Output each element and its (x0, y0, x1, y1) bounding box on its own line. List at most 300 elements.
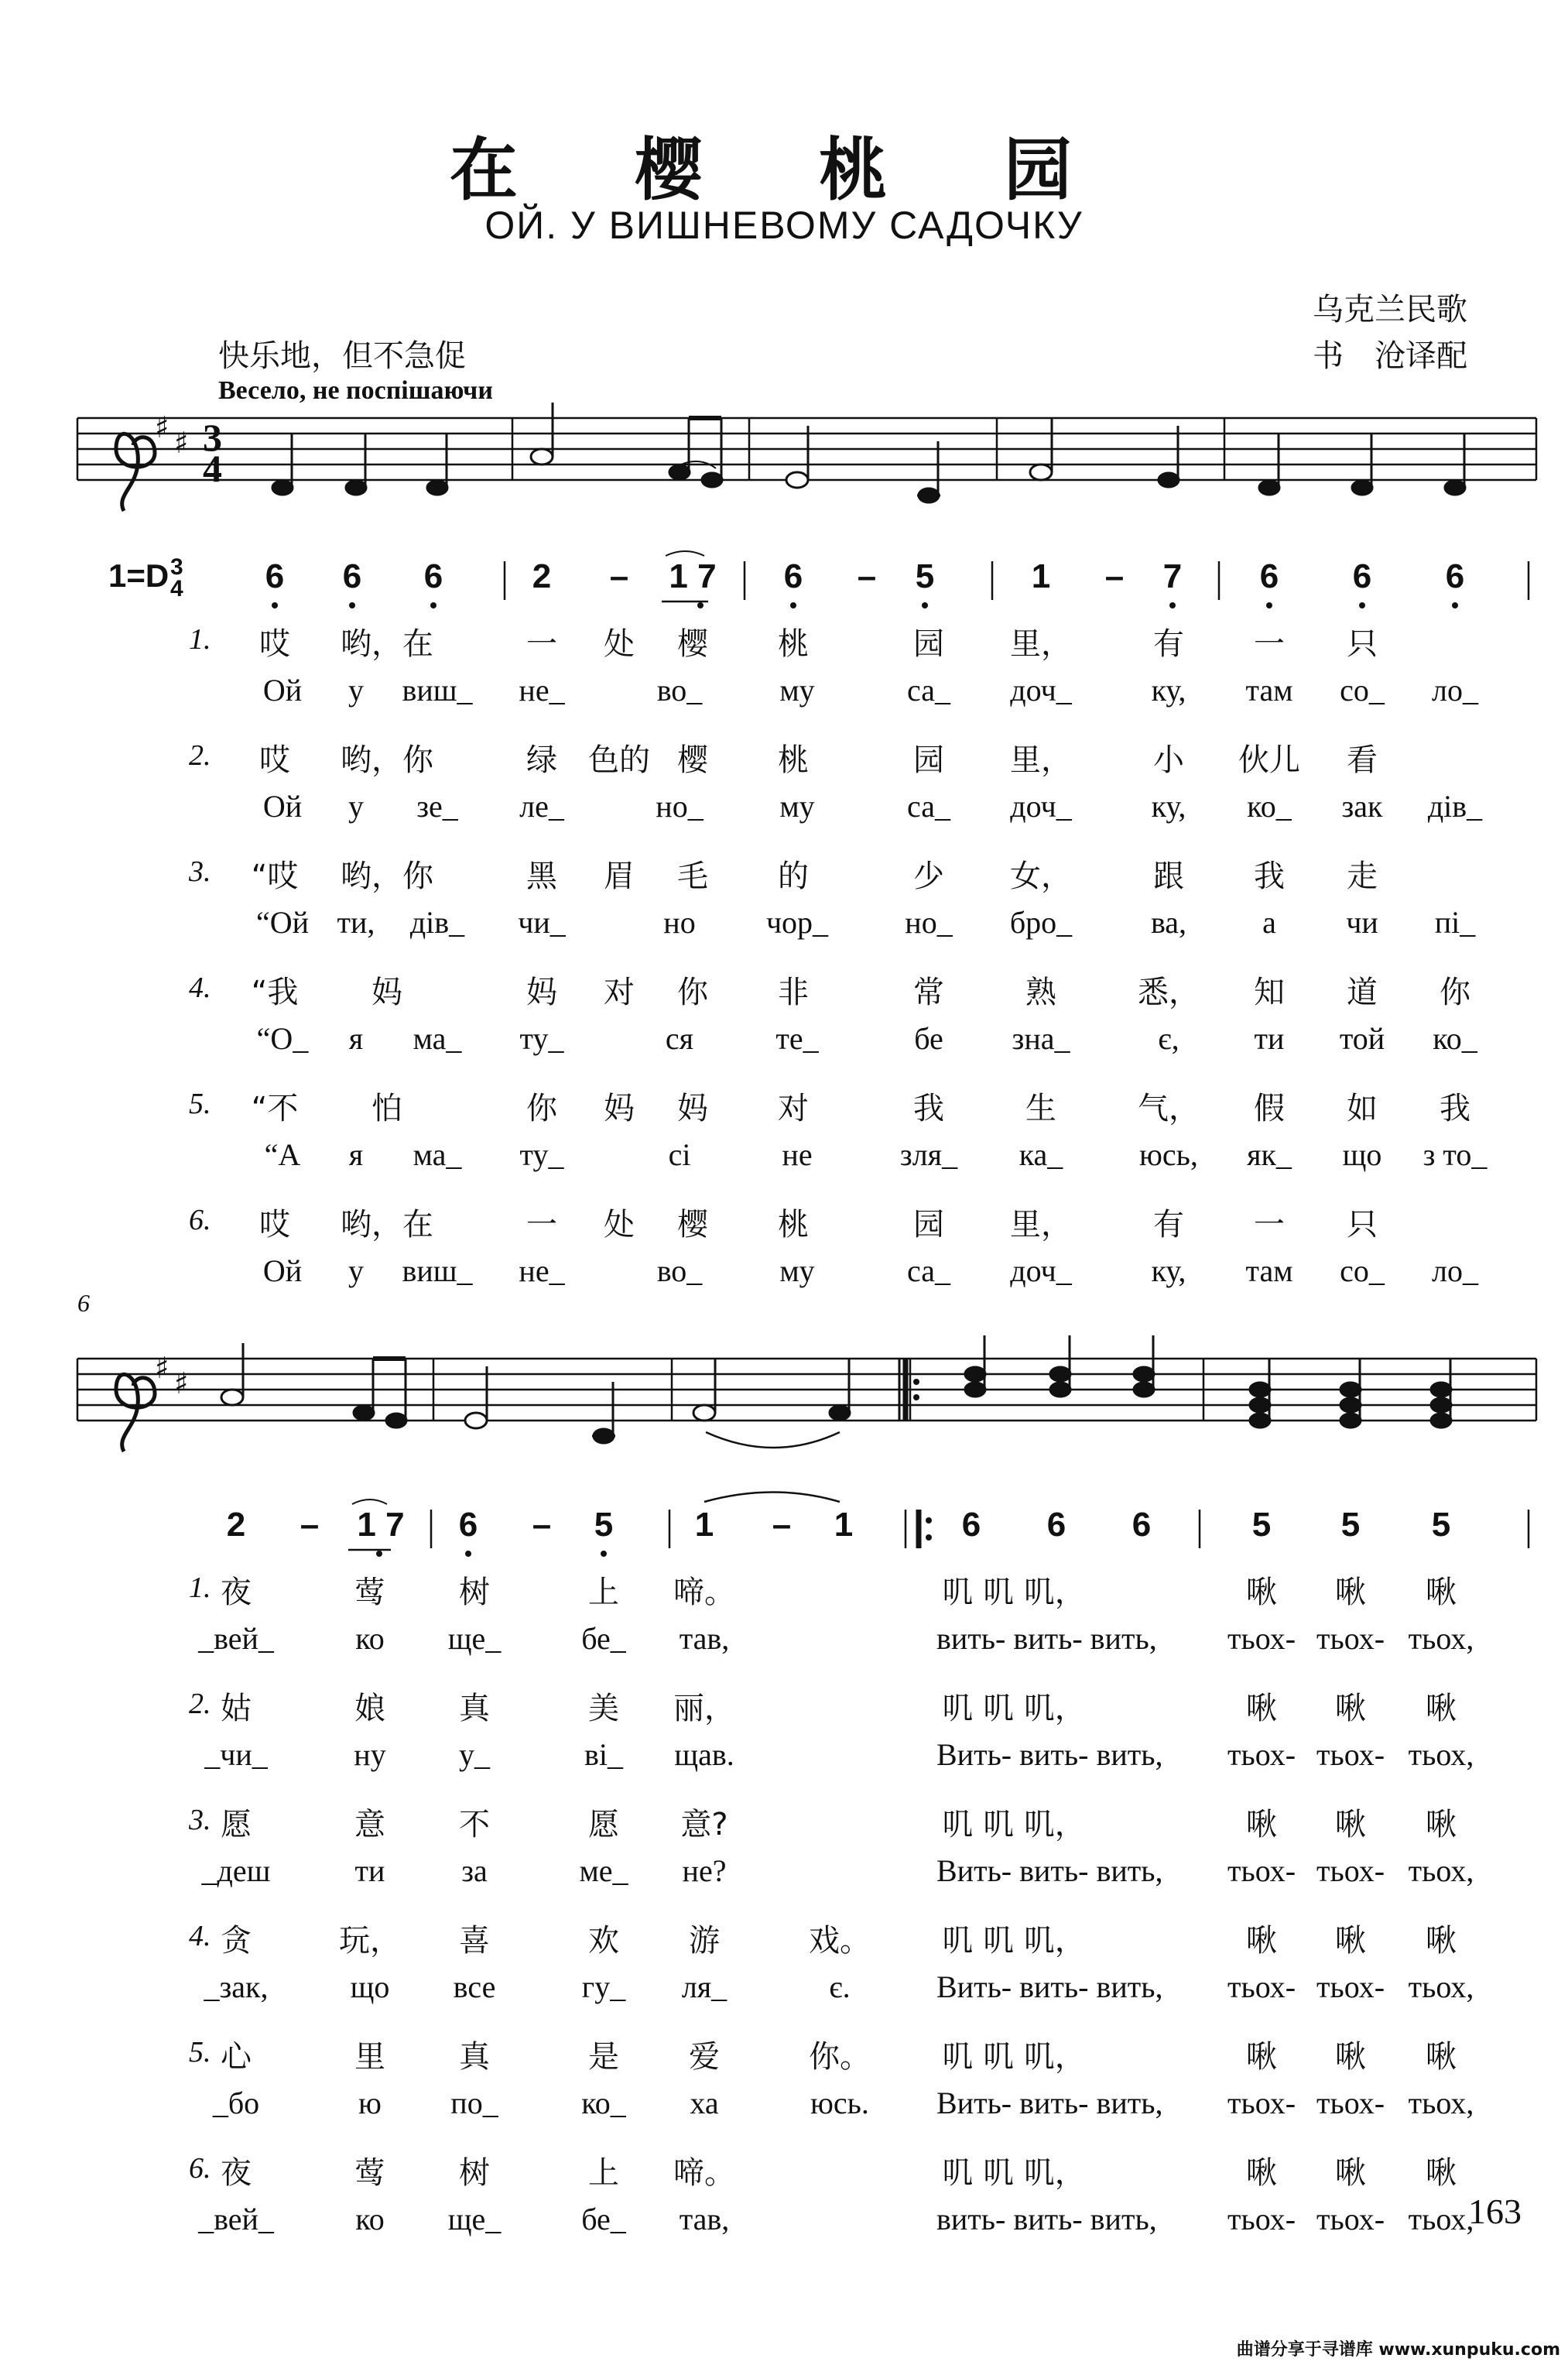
lyric-chinese: 哎 (259, 1207, 290, 1242)
lyric-ukrainian: у (348, 789, 364, 824)
lyric-ukrainian: ві_ (584, 1737, 623, 1772)
lyric-chinese: 樱 (677, 742, 708, 778)
lyric-chinese: 跟 (1153, 859, 1184, 894)
lyric-chinese: 哟，在 (341, 1207, 433, 1242)
lyric-chinese: 啾 (1426, 2155, 1457, 2191)
jianpu-note: – (1104, 557, 1125, 595)
lyric-ukrainian: ти, (337, 905, 375, 940)
jianpu-note: 1 (694, 1506, 714, 1544)
lyric-ukrainian: вить- вить- вить, (936, 2202, 1157, 2236)
lyric-chinese: 一 (526, 1207, 557, 1242)
jianpu-note: – (857, 557, 877, 595)
lyric-ukrainian: бе_ (581, 2202, 626, 2236)
lyric-ukrainian: доч_ (1010, 1253, 1072, 1288)
lyric-ukrainian: тьох- (1227, 1737, 1296, 1772)
lyric-chinese: 夜 (221, 1575, 252, 1610)
lyric-ukrainian: є. (829, 1969, 851, 2004)
verse-number: 1. (189, 1572, 211, 1604)
lyric-chinese: 处 (604, 626, 635, 662)
lyric-chinese: 啾 (1335, 1807, 1366, 1842)
lyric-ukrainian: со_ (1340, 1253, 1385, 1288)
lyric-chinese: 熟 (1025, 975, 1056, 1010)
jianpu-note: 6 (783, 557, 803, 595)
lyric-chinese: 啾 (1426, 1923, 1457, 1959)
lyric-chinese: 啼。 (673, 1575, 735, 1610)
jianpu-note: 5 (1251, 1506, 1272, 1544)
footer-credit: 曲谱分享于寻谱库 www.xunpuku.com (1236, 2340, 1560, 2360)
lyric-chinese: 哟，在 (341, 626, 433, 662)
page-number: 163 (1468, 2192, 1522, 2231)
lyric-chinese: 意 (354, 1807, 385, 1842)
lyric-ukrainian: дів_ (1427, 789, 1483, 824)
lyric-ukrainian: у (348, 1253, 364, 1288)
lyric-ukrainian: з то_ (1422, 1137, 1488, 1172)
lyric-chinese: 悉， (1138, 975, 1200, 1010)
jianpu-note: 7 (1162, 557, 1183, 595)
lyric-chinese: 桃 (778, 626, 809, 662)
jianpu-note: 2 (226, 1506, 246, 1544)
lyric-chinese: 妈 (604, 1091, 635, 1126)
lyric-chinese: 妈 (677, 1091, 708, 1126)
jianpu-note: 1 (1031, 557, 1051, 595)
jianpu-note: 1 (834, 1506, 854, 1544)
jianpu-note: 6 (961, 1506, 981, 1544)
lyric-chinese: 假 (1254, 1091, 1285, 1126)
lyric-chinese: 哎 (259, 742, 290, 778)
song-origin: 乌克兰民歌 (1313, 292, 1467, 327)
lyric-chinese: 道 (1347, 975, 1378, 1010)
key-signature-label: 1=D (108, 557, 169, 594)
lyric-ukrainian: що (350, 1969, 390, 2004)
lyric-ukrainian: ха (690, 2086, 719, 2120)
lyric-ukrainian: тьох- (1316, 1737, 1385, 1772)
lyric-ukrainian: у (348, 673, 364, 708)
lyric-chinese: 你 (677, 975, 708, 1010)
lyric-ukrainian: зна_ (1012, 1021, 1070, 1056)
lyric-chinese: 妈 (371, 975, 402, 1010)
lyric-chinese: 有 (1153, 626, 1184, 662)
lyric-chinese: 色的 (588, 742, 650, 778)
lyric-chinese: 愿 (221, 1807, 252, 1842)
lyric-ukrainian: ме_ (579, 1853, 628, 1888)
lyric-ukrainian: Ой (262, 673, 303, 708)
lyric-chinese: 黑 (526, 859, 557, 894)
lyric-ukrainian: но_ (905, 905, 953, 940)
lyric-chinese: 常 (913, 975, 944, 1010)
lyric-ukrainian: тьох- (1227, 2202, 1296, 2236)
jianpu-note: – (772, 1506, 792, 1544)
lyric-chinese: 树 (459, 1575, 490, 1610)
song-title-ukrainian: ОЙ. У ВИШНЕВОМУ САДОЧКУ (484, 204, 1084, 247)
verse-number: 4. (189, 972, 211, 1004)
lyric-ukrainian: тьох- (1227, 2086, 1296, 2120)
lyric-chinese: 知 (1254, 975, 1285, 1010)
lyric-chinese: 你 (526, 1091, 557, 1126)
lyric-ukrainian: тьох, (1408, 2086, 1474, 2120)
lyric-ukrainian: ло_ (1432, 673, 1478, 708)
lyric-chinese: 啼。 (673, 2155, 735, 2191)
lyric-ukrainian: ка_ (1019, 1137, 1063, 1172)
lyric-chinese: 啾 (1335, 1691, 1366, 1726)
lyric-ukrainian: тьох- (1316, 1621, 1385, 1656)
lyric-chinese: 是 (588, 2039, 619, 2075)
lyric-ukrainian: у_ (459, 1737, 490, 1772)
lyric-chinese: 叽 叽 叽， (942, 2039, 1086, 2075)
lyric-chinese: 怕 (371, 1091, 402, 1126)
lyric-chinese: 你 (1440, 975, 1470, 1010)
lyric-ukrainian: доч_ (1010, 789, 1072, 824)
lyric-chinese: 小 (1153, 742, 1184, 778)
lyric-ukrainian: ти (1254, 1021, 1285, 1056)
lyric-ukrainian: тьох- (1316, 1853, 1385, 1888)
lyric-chinese: 如 (1347, 1091, 1378, 1126)
lyric-ukrainian: я (348, 1021, 364, 1056)
lyric-ukrainian: щав. (674, 1737, 734, 1772)
lyric-ukrainian: гу_ (581, 1969, 626, 2004)
lyric-chinese: 樱 (677, 626, 708, 662)
lyric-chinese: 啾 (1246, 2039, 1277, 2075)
svg-text:♯: ♯ (174, 426, 189, 460)
lyric-chinese: 啾 (1246, 1923, 1277, 1959)
svg-text:3: 3 (203, 416, 222, 459)
verse-number: 3. (189, 855, 211, 888)
svg-text:4: 4 (170, 576, 183, 602)
lyric-ukrainian: Вить- вить- вить, (936, 1853, 1163, 1888)
lyric-ukrainian: _чи_ (204, 1737, 268, 1772)
verse-number: 3. (189, 1804, 211, 1836)
lyric-ukrainian: тьох, (1408, 1853, 1474, 1888)
lyric-ukrainian: чи (1346, 905, 1378, 940)
lyric-ukrainian: юсь. (810, 2086, 869, 2120)
lyric-chinese: 处 (604, 1207, 635, 1242)
lyric-chinese: 伙儿 (1238, 742, 1300, 778)
svg-text:3: 3 (170, 554, 183, 580)
lyric-chinese: 一 (526, 626, 557, 662)
lyric-ukrainian: там (1245, 1253, 1293, 1288)
lyric-ukrainian: чи_ (518, 905, 566, 940)
lyric-ukrainian: во_ (656, 673, 703, 708)
lyric-ukrainian: “Ой (255, 905, 310, 940)
lyric-chinese: 一 (1254, 1207, 1285, 1242)
jianpu-note: 6 (1259, 557, 1279, 595)
lyric-chinese: 哎 (259, 626, 290, 662)
lyric-ukrainian: тьох- (1227, 1969, 1296, 2004)
lyric-chinese: 美 (588, 1691, 619, 1726)
lyric-ukrainian: зе_ (416, 789, 458, 824)
lyric-chinese: 有 (1153, 1207, 1184, 1242)
svg-text:♯: ♯ (174, 1366, 189, 1400)
lyric-chinese: 妈 (526, 975, 557, 1010)
lyric-ukrainian: му (779, 789, 815, 824)
lyric-ukrainian: тьох- (1227, 1853, 1296, 1888)
song-title-chinese: 在 樱 桃 园 (450, 129, 1118, 210)
lyric-ukrainian: за (461, 1853, 488, 1888)
lyric-ukrainian: ва, (1150, 905, 1187, 940)
lyric-ukrainian: ку, (1151, 789, 1186, 824)
lyric-chinese: 我 (913, 1091, 944, 1126)
lyric-ukrainian: ту_ (519, 1021, 564, 1056)
lyric-chinese: 游 (689, 1923, 720, 1959)
lyric-chinese: 里， (1010, 1207, 1072, 1242)
lyric-ukrainian: ти (354, 1853, 385, 1888)
jianpu-note: 6 (265, 557, 285, 595)
lyric-chinese: 不 (459, 1807, 490, 1842)
lyric-ukrainian: все (453, 1969, 496, 2004)
lyric-chinese: 只 (1347, 1207, 1378, 1242)
lyric-chinese: 走 (1347, 859, 1378, 894)
lyric-chinese: 丽， (673, 1691, 735, 1726)
lyric-ukrainian: ще_ (447, 1621, 502, 1656)
lyric-chinese: 欢 (588, 1923, 619, 1959)
lyric-chinese: “不 (251, 1091, 299, 1126)
lyric-chinese: 叽 叽 叽， (942, 1691, 1086, 1726)
lyric-chinese: 啾 (1335, 2155, 1366, 2191)
lyric-ukrainian: бе_ (581, 1621, 626, 1656)
lyric-chinese: 我 (1440, 1091, 1470, 1126)
lyric-ukrainian: но_ (656, 789, 704, 824)
lyric-ukrainian: тьох, (1408, 2202, 1474, 2236)
lyric-ukrainian: ма_ (413, 1021, 462, 1056)
lyric-ukrainian: со_ (1340, 673, 1385, 708)
jianpu-note: 1 7 (669, 557, 717, 595)
lyric-ukrainian: зля_ (899, 1137, 958, 1172)
lyric-chinese: 绿 (526, 742, 557, 778)
lyric-ukrainian: ну (354, 1737, 386, 1772)
lyric-chinese: 少 (913, 859, 944, 894)
lyric-ukrainian: ма_ (413, 1137, 462, 1172)
lyric-ukrainian: Ой (262, 789, 303, 824)
lyric-ukrainian: Вить- вить- вить, (936, 2086, 1163, 2120)
lyric-chinese: 上 (588, 1575, 619, 1610)
lyric-ukrainian: _вей_ (198, 1621, 274, 1656)
lyric-chinese: 里， (1010, 742, 1072, 778)
lyric-ukrainian: бро_ (1009, 905, 1073, 940)
jianpu-note: 6 (458, 1506, 478, 1544)
lyric-ukrainian: ще_ (447, 2202, 502, 2236)
lyric-chinese: 啾 (1246, 2155, 1277, 2191)
lyric-chinese: 真 (459, 2039, 490, 2075)
lyric-ukrainian: ля_ (681, 1969, 728, 2004)
lyric-ukrainian: во_ (656, 1253, 703, 1288)
lyric-chinese: 只 (1347, 626, 1378, 662)
jianpu-note: – (609, 557, 629, 595)
lyric-ukrainian: но (663, 905, 696, 940)
lyric-ukrainian: тьох- (1316, 2086, 1385, 2120)
lyric-chinese: 非 (778, 975, 809, 1010)
lyric-ukrainian: ле_ (519, 789, 564, 824)
tempo-marking-ukrainian: Весело, не поспішаючи (218, 376, 493, 405)
lyric-ukrainian: виш_ (402, 1253, 473, 1288)
lyric-ukrainian: тьох, (1408, 1621, 1474, 1656)
lyric-chinese: 桃 (778, 742, 809, 778)
lyric-ukrainian: той (1339, 1021, 1385, 1056)
lyric-ukrainian: сі (668, 1137, 691, 1172)
lyric-ukrainian: виш_ (402, 673, 473, 708)
lyric-ukrainian: тьох, (1408, 1969, 1474, 2004)
lyric-ukrainian: ко_ (1247, 789, 1292, 824)
lyric-ukrainian: а (1262, 905, 1276, 940)
lyric-ukrainian: “А (264, 1137, 301, 1172)
lyric-ukrainian: тьох- (1316, 1969, 1385, 2004)
lyric-ukrainian: тьох- (1227, 1621, 1296, 1656)
jianpu-note: 2 (532, 557, 552, 595)
lyric-chinese: 树 (459, 2155, 490, 2191)
lyric-chinese: 对 (778, 1091, 809, 1126)
verse-number: 2. (189, 1688, 211, 1720)
lyric-ukrainian: я (348, 1137, 364, 1172)
lyric-chinese: 我 (1254, 859, 1285, 894)
jianpu-note: – (532, 1506, 552, 1544)
measure-number: 6 (77, 1289, 90, 1317)
lyric-ukrainian: Вить- вить- вить, (936, 1969, 1163, 2004)
lyric-chinese: 叽 叽 叽， (942, 1575, 1086, 1610)
lyric-chinese: 哟，你 (341, 742, 433, 778)
lyric-chinese: “我 (251, 975, 299, 1010)
lyric-ukrainian: _вей_ (198, 2202, 274, 2236)
lyric-ukrainian: юсь, (1139, 1137, 1198, 1172)
lyric-chinese: 眉 (604, 859, 635, 894)
lyric-chinese: 啾 (1335, 1923, 1366, 1959)
jianpu-note: 6 (342, 557, 362, 595)
lyric-chinese: 戏。 (809, 1923, 871, 1959)
lyric-chinese: 玩， (339, 1923, 401, 1959)
lyric-ukrainian: є, (1158, 1021, 1179, 1056)
lyric-chinese: 啾 (1426, 2039, 1457, 2075)
lyric-ukrainian: са_ (907, 789, 950, 824)
lyric-chinese: 啾 (1335, 1575, 1366, 1610)
tempo-marking-chinese: 快乐地，但不急促 (218, 338, 466, 374)
lyric-ukrainian: ко_ (1433, 1021, 1477, 1056)
lyric-ukrainian: що (1342, 1137, 1382, 1172)
lyric-chinese: 愿 (588, 1807, 619, 1842)
jianpu-note: 6 (1131, 1506, 1152, 1544)
jianpu-note: 6 (1445, 557, 1465, 595)
lyric-chinese: 啾 (1426, 1807, 1457, 1842)
lyric-chinese: 娘 (354, 1691, 385, 1726)
lyric-chinese: 园 (913, 1207, 944, 1242)
lyric-ukrainian: не_ (519, 673, 565, 708)
lyric-chinese: 意? (680, 1807, 728, 1842)
lyric-chinese: 上 (588, 2155, 619, 2191)
jianpu-note: 6 (1046, 1506, 1066, 1544)
lyric-ukrainian: по_ (450, 2086, 498, 2120)
jianpu-note: 5 (1340, 1506, 1361, 1544)
lyric-chinese: 看 (1347, 742, 1378, 778)
lyric-chinese: 气， (1138, 1091, 1200, 1126)
lyric-chinese: 生 (1025, 1091, 1056, 1126)
lyric-ukrainian: ко_ (581, 2086, 626, 2120)
jianpu-note: 6 (423, 557, 443, 595)
lyric-ukrainian: тав, (679, 1621, 730, 1656)
jianpu-note: 5 (594, 1506, 614, 1544)
lyric-ukrainian: ло_ (1432, 1253, 1478, 1288)
lyric-ukrainian: му (779, 1253, 815, 1288)
lyric-chinese: 啾 (1426, 1691, 1457, 1726)
jianpu-note: 5 (1431, 1506, 1451, 1544)
lyric-ukrainian: як_ (1247, 1137, 1292, 1172)
lyric-chinese: 啾 (1426, 1575, 1457, 1610)
lyric-ukrainian: там (1245, 673, 1293, 708)
lyric-ukrainian: ту_ (519, 1137, 564, 1172)
lyric-chinese: 心 (221, 2039, 252, 2075)
lyric-chinese: 真 (459, 1691, 490, 1726)
verse-number: 2. (189, 739, 211, 772)
lyric-chinese: 叽 叽 叽， (942, 1807, 1086, 1842)
lyric-ukrainian: доч_ (1010, 673, 1072, 708)
lyric-chinese: 对 (604, 975, 635, 1010)
verse-number: 4. (189, 1920, 211, 1952)
lyric-ukrainian: “О_ (256, 1021, 309, 1056)
lyric-ukrainian: _бо (212, 2086, 260, 2120)
lyric-ukrainian: ко (355, 1621, 385, 1656)
translator-credit: 书 沧译配 (1313, 338, 1467, 374)
lyric-chinese: 里 (354, 2039, 385, 2075)
lyric-ukrainian: дів_ (409, 905, 465, 940)
lyric-chinese: 喜 (459, 1923, 490, 1959)
lyric-ukrainian: ю (358, 2086, 382, 2120)
lyric-chinese: 叽 叽 叽， (942, 2155, 1086, 2191)
lyric-ukrainian: Вить- вить- вить, (936, 1737, 1163, 1772)
lyric-chinese: 夜 (221, 2155, 252, 2191)
lyric-chinese: 樱 (677, 1207, 708, 1242)
lyric-chinese: 叽 叽 叽， (942, 1923, 1086, 1959)
verse-number: 6. (189, 2152, 211, 2185)
lyric-chinese: 的 (778, 859, 809, 894)
lyric-chinese: 女， (1010, 859, 1072, 894)
lyric-ukrainian: не_ (519, 1253, 565, 1288)
lyric-chinese: 一 (1254, 626, 1285, 662)
lyric-chinese: 园 (913, 742, 944, 778)
lyric-ukrainian: тьох, (1408, 1737, 1474, 1772)
lyric-chinese: 你。 (809, 2039, 871, 2075)
lyric-chinese: 啾 (1246, 1691, 1277, 1726)
lyric-ukrainian: зак (1341, 789, 1383, 824)
lyric-chinese: 园 (913, 626, 944, 662)
lyric-chinese: 啾 (1246, 1575, 1277, 1610)
svg-text:4: 4 (203, 447, 222, 490)
lyric-ukrainian: тьох- (1316, 2202, 1385, 2236)
lyric-ukrainian: ку, (1151, 1253, 1186, 1288)
svg-text:♯: ♯ (155, 1351, 169, 1385)
lyric-ukrainian: _зак, (204, 1969, 269, 2004)
lyric-ukrainian: вить- вить- вить, (936, 1621, 1157, 1656)
lyric-ukrainian: пі_ (1434, 905, 1476, 940)
lyric-ukrainian: бе (914, 1021, 943, 1056)
lyric-chinese: 毛 (677, 859, 708, 894)
lyric-chinese: 爱 (689, 2039, 720, 2075)
lyric-ukrainian: тав, (679, 2202, 730, 2236)
jianpu-note: 1 7 (357, 1506, 405, 1544)
lyric-chinese: 莺 (354, 2155, 385, 2191)
verse-number: 5. (189, 2036, 211, 2069)
lyric-ukrainian: те_ (775, 1021, 819, 1056)
lyric-ukrainian: му (779, 673, 815, 708)
lyric-chinese: 贪 (221, 1923, 252, 1959)
lyric-ukrainian: Ой (262, 1253, 303, 1288)
lyric-ukrainian: _деш (201, 1853, 271, 1888)
lyric-ukrainian: ко (355, 2202, 385, 2236)
verse-number: 5. (189, 1088, 211, 1120)
lyric-ukrainian: са_ (907, 1253, 950, 1288)
lyric-ukrainian: не? (682, 1853, 727, 1888)
lyric-ukrainian: чор_ (765, 905, 829, 940)
lyric-chinese: 啾 (1335, 2039, 1366, 2075)
svg-text:♯: ♯ (155, 410, 169, 444)
verse-number: 6. (189, 1204, 211, 1236)
jianpu-note: 5 (915, 557, 935, 595)
lyric-chinese: 啾 (1246, 1807, 1277, 1842)
lyric-ukrainian: ку, (1151, 673, 1186, 708)
